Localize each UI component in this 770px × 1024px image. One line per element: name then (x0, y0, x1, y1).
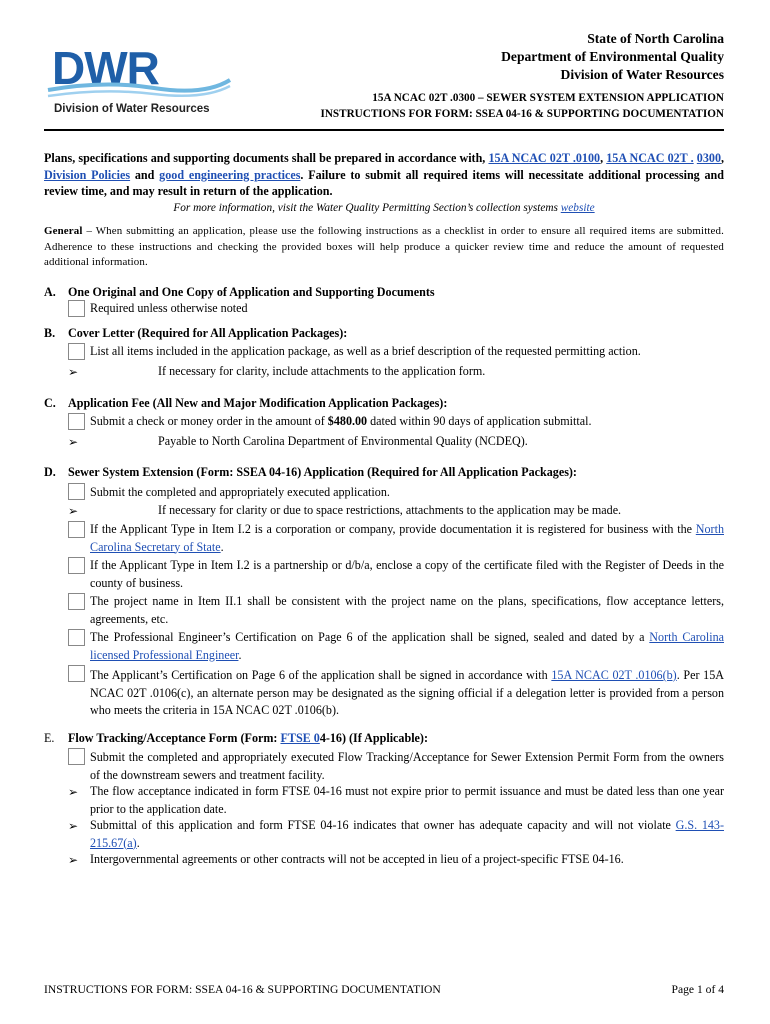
section-e-item-3: Submittal of this application and form FTSE 04-16 indicates that owner has adequate capacity and will not violate G.S. 143-215.67(a). (90, 818, 724, 850)
section-d-item-5: The project name in Item II.1 shall be consistent with the project name on the plans, specifications, flow acceptance letters, agreements, etc. (90, 594, 724, 626)
link-good-engineering-practices[interactable]: good engineering practices (159, 167, 301, 182)
dwr-logo-graphic (44, 40, 234, 120)
dwr-logo (44, 40, 234, 120)
logo-caption: Division of Water Resources (54, 103, 210, 115)
checkbox-icon[interactable] (68, 593, 85, 610)
section-b-item-1: List all items included in the application package, as well as a brief description of the requested permitting action. (90, 344, 641, 358)
section-e-item-1: Submit the completed and appropriately executed Flow Tracking/Acceptance for Sewer Extension Permit Form from the owners of the downstream sewers and treatment facility. (90, 750, 724, 782)
general-label: General (44, 225, 83, 237)
section-d-item-2: If necessary for clarity or due to space restrictions, attachments to the application may be made. (158, 503, 622, 517)
link-gs-143-215-67a[interactable]: G.S. 143-215.67(a) (90, 818, 724, 850)
section-b-item-2: If necessary for clarity, include attachments to the application form. (158, 364, 486, 378)
link-division-policies[interactable]: Division Policies (44, 167, 131, 182)
section-d-item-6: The Professional Engineer’s Certification on Page 6 of the application shall be signed, sealed and dated by a North Carolina licensed Professional Engineer. (90, 630, 724, 662)
link-ftse-form[interactable]: FTSE 0 (280, 731, 320, 745)
section-d-item-7: The Applicant’s Certification on Page 6 of the application shall be signed in accordance with 15A NCAC 02T .0106(b). Per 15A NCAC 02T .0106(c), an alternate person may be designated as the signing official if a delegation letter is provided from a person who meets the criteria in 15A NCAC 02T .0106(b). (90, 668, 725, 718)
section-e-item-2: The flow acceptance indicated in form FTSE 04-16 must not expire prior to permit issuance and must be dated less than one year prior to the application date. (90, 784, 724, 816)
checkbox-icon[interactable] (68, 300, 85, 317)
link-02t-0100[interactable]: 15A NCAC 02T .0100 (488, 151, 601, 165)
arrow-bullet-icon: ➢ (68, 785, 79, 799)
department-name: Department of Environmental Quality (501, 49, 724, 64)
arrow-bullet-icon: ➢ (68, 853, 79, 867)
section-d-item-3: If the Applicant Type in Item I.2 is a corporation or company, provide documentation it is registered for business with the North Carolina Secretary of State. (90, 522, 724, 554)
page-number: Page 1 of 4 (671, 983, 724, 996)
section-a-heading: A. One Original and One Copy of Application and Supporting Documents (44, 285, 435, 299)
link-02t-0300a[interactable]: 15A NCAC 02T . (606, 151, 694, 165)
section-c-item-1: Submit a check or money order in the amount of $480.00 dated within 90 days of application submittal. (90, 414, 592, 428)
instructions-line: INSTRUCTIONS FOR FORM: SSEA 04-16 & SUPPORTING DOCUMENTATION (320, 107, 724, 120)
agency-header (501, 30, 724, 84)
fee-amount: $480.00 (327, 414, 368, 428)
checkbox-icon[interactable] (68, 629, 85, 646)
section-a-item-1: Required unless otherwise noted (90, 301, 248, 315)
arrow-bullet-icon: ➢ (68, 819, 79, 833)
checkbox-icon[interactable] (68, 557, 85, 574)
division-name: Division of Water Resources (560, 67, 724, 82)
checkbox-icon[interactable] (68, 665, 85, 682)
logo-wordmark: DWR (52, 42, 159, 94)
section-d-item-4: If the Applicant Type in Item I.2 is a partnership or d/b/a, enclose a copy of the certificate filed with the Register of Deeds in the county of business. (90, 558, 724, 590)
section-c-heading: C. Application Fee (All New and Major Modification Application Packages): (44, 396, 448, 410)
link-nc-secretary-of-state[interactable]: North Carolina Secretary of State (90, 522, 724, 554)
arrow-bullet-icon: ➢ (68, 365, 79, 379)
checkbox-icon[interactable] (68, 483, 85, 500)
section-b-heading: B. Cover Letter (Required for All Application Packages): (44, 326, 348, 340)
checkbox-icon[interactable] (68, 521, 85, 538)
link-nc-licensed-pe[interactable]: North Carolina licensed Professional Engineer (90, 630, 724, 662)
section-d-item-1: Submit the completed and appropriately executed application. (90, 485, 390, 499)
more-info-line: For more information, visit the Water Quality Permitting Section’s collection systems website (173, 202, 595, 214)
general-paragraph: General – When submitting an application, please use the following instructions as a checklist in order to ensure all required items are submitted. Adherence to these instructions and checking the provided boxes will help produce a quicker review time and reduce the amount of requested additional information. (44, 225, 724, 268)
section-c-item-2: Payable to North Carolina Department of Environmental Quality (NCDEQ). (158, 434, 528, 448)
checkbox-icon[interactable] (68, 413, 85, 430)
arrow-bullet-icon: ➢ (68, 435, 79, 449)
arrow-bullet-icon: ➢ (68, 504, 79, 518)
intro-paragraph: Plans, specifications and supporting documents shall be prepared in accordance with, 15A NCAC 02T .0100, 15A NCAC 02T . 0300, Division Policies and good engineering practices. Failure to submit all required items will necessitate additional processing and review time, and may result in return of the application. (44, 151, 725, 198)
checkbox-icon[interactable] (68, 343, 85, 360)
form-header (320, 91, 724, 122)
link-02t-0300b[interactable]: 0300 (696, 151, 721, 165)
state-name: State of North Carolina (587, 31, 724, 46)
section-e-heading: E. Flow Tracking/Acceptance Form (Form: FTSE 04-16) (If Applicable): (44, 731, 428, 745)
header-divider (44, 129, 724, 131)
section-d-heading: D. Sewer System Extension (Form: SSEA 04-16) Application (Required for All Application Packages): (44, 465, 577, 479)
link-website[interactable]: website (560, 202, 595, 214)
rule-line: 15A NCAC 02T .0300 – SEWER SYSTEM EXTENSION APPLICATION (372, 92, 724, 104)
link-02t-0106b[interactable]: 15A NCAC 02T .0106(b) (551, 668, 677, 682)
checkbox-icon[interactable] (68, 748, 85, 765)
section-e-item-4: Intergovernmental agreements or other contracts will not be accepted in lieu of a project-specific FTSE 04-16. (90, 852, 624, 866)
footer-title: INSTRUCTIONS FOR FORM: SSEA 04-16 & SUPPORTING DOCUMENTATION (44, 983, 441, 996)
